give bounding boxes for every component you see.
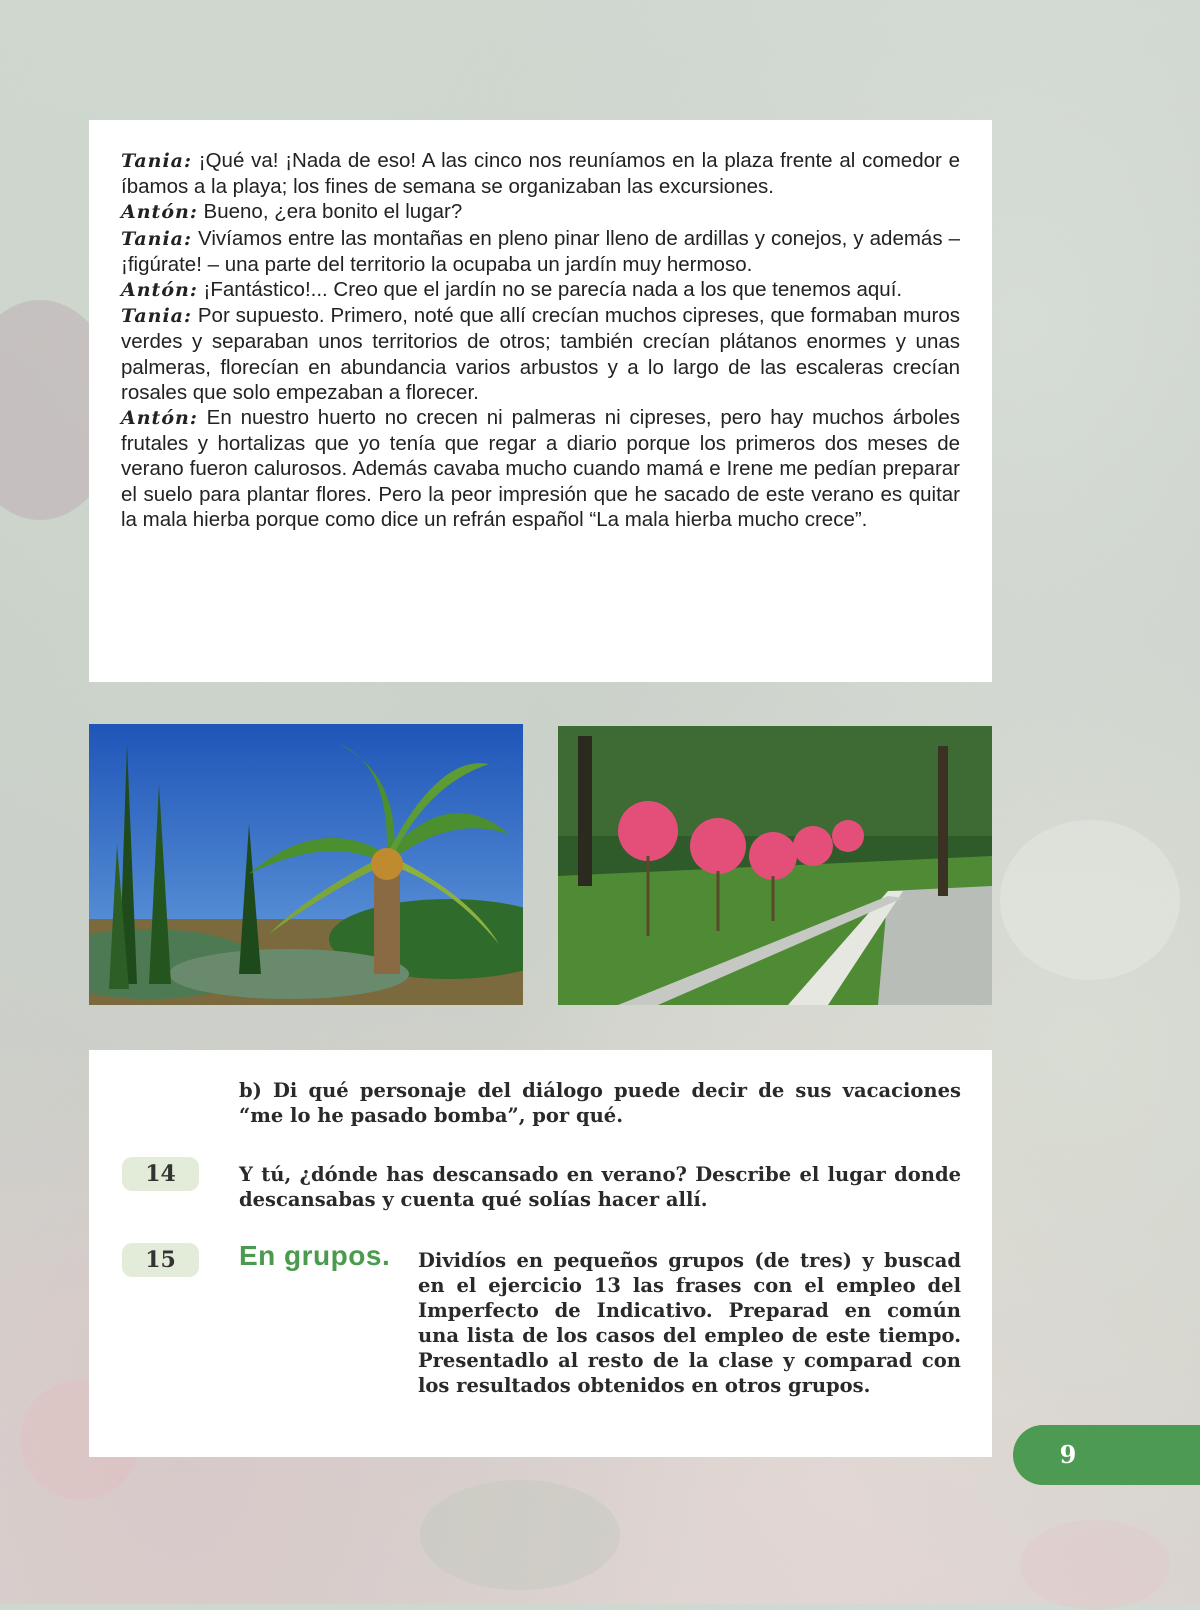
page-number-tab (1013, 1425, 1200, 1485)
task-14-text: Y tú, ¿dónde has descansado en verano? Describe el lugar donde descansabas y cuenta qué solías hacer allí. (239, 1163, 961, 1211)
background-foliage (1020, 1520, 1170, 1610)
background-foliage (420, 1480, 620, 1590)
dialog-line (121, 199, 960, 225)
dialog-line (121, 277, 960, 303)
page-number: 9 (1059, 1440, 1077, 1469)
dialog-text (121, 148, 960, 532)
task-15-text: Dividíos en pequeños grupos (de tres) y buscad en el ejercicio 13 las frases con el empleo del Imperfecto de Indicativo. Preparad en común una lista de los casos del empleo de este tiempo. Presentadlo al resto de la clase y comparad con los resultados obtenidos en otros grupos. (418, 1249, 961, 1397)
task-number-badge: 14 (122, 1157, 199, 1191)
task-number-badge: 15 (122, 1243, 199, 1277)
tasks-panel (89, 1050, 992, 1457)
speaker-name: Tania: (121, 150, 192, 172)
dialog-panel (89, 120, 992, 682)
speaker-name: Antón: (121, 407, 198, 430)
group-work-label: En grupos. (239, 1240, 391, 1271)
dialog-line (121, 226, 960, 277)
dialog-line (121, 303, 960, 405)
dialog-line-text: ¡Qué va! ¡Nada de eso! A las cinco nos reuníamos en la plaza frente al comedor e íbamos a la playa; los fines de semana se organizaban las excursiones. (121, 149, 960, 199)
dialog-line (121, 148, 960, 199)
palm-garden-photo (89, 724, 523, 1005)
dialog-line-text: Bueno, ¿era bonito el lugar? (197, 200, 463, 224)
task-b-text: b) Di qué personaje del diálogo puede decir de sus vacaciones “me lo he pasado bomba”, por qué. (239, 1079, 961, 1127)
rose-path-photo (558, 726, 992, 1005)
background-foliage (1000, 820, 1180, 980)
dialog-line (121, 405, 960, 532)
speaker-name: Tania: (121, 227, 192, 250)
dialog-line-text: Por supuesto. Primero, noté que allí crecían muchos cipreses, que formaban muros verdes y separaban unos territorios de otros; también crecían plátanos enormes y unas palmeras, florecían en abundancia varios arbustos y a lo largo de las escaleras crecían rosales que solo empezaban a florecer. (121, 304, 960, 404)
dialog-line-text: ¡Fantástico!... Creo que el jardín no se parecía nada a los que tenemos aquí. (197, 278, 903, 302)
dialog-line-text: Vivíamos entre las montañas en pleno pinar lleno de ardillas y conejos, y además – ¡figúrate! – una parte del territorio la ocupaba un jardín muy hermoso. (121, 226, 960, 276)
dialog-line-text: En nuestro huerto no crecen ni palmeras ni cipreses, pero hay muchos árboles frutales y hortalizas que yo tenía que regar a diario porque los primeros dos meses de verano fueron calurosos. Además cavaba mucho cuando mamá e Irene me pedían preparar el suelo para plantar flores. Pero la peor impresión que he sacado de este verano es quitar la mala hierba porque como dice un refrán español “La mala hierba mucho crece”. (121, 406, 960, 531)
speaker-name: Antón: (121, 201, 198, 224)
speaker-name: Tania: (121, 305, 192, 328)
speaker-name: Antón: (121, 279, 198, 302)
